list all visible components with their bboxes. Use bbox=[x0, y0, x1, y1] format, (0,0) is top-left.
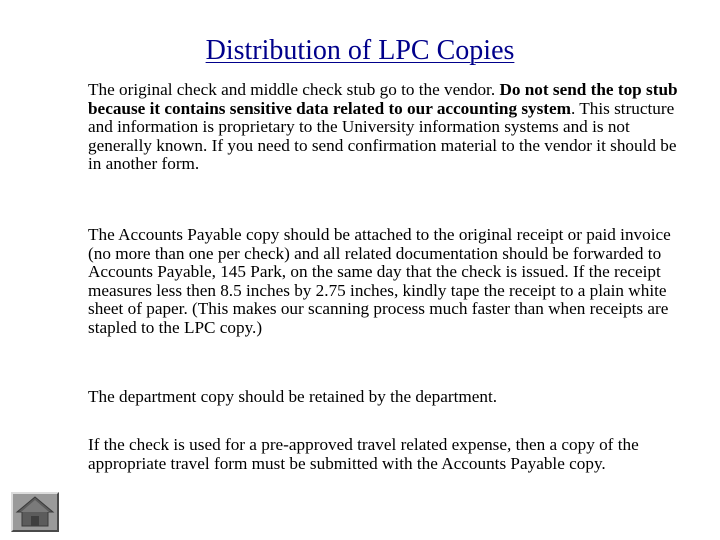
paragraph-department-copy: The department copy should be retained by the department. bbox=[88, 387, 498, 406]
home-button[interactable] bbox=[11, 492, 59, 532]
slide-title: Distribution of LPC Copies bbox=[205, 35, 515, 66]
paragraph-text: . This structure and information is proprietary to the University information systems and is not generally known. If you need to send confirmation material to the vendor it should be in another form. bbox=[88, 98, 677, 174]
warning-bold-text: Do not send the top stub because it contains sensitive data related to our accounting system bbox=[88, 80, 678, 118]
paragraph-travel-expense: If the check is used for a pre-approved travel related expense, then a copy of the appropriate travel form must be submitted with the Accounts Payable copy. bbox=[88, 435, 639, 473]
home-icon bbox=[13, 494, 57, 530]
paragraph-accounts-payable: The Accounts Payable copy should be attached to the original receipt or paid invoice (no more than one per check) and all related documentation should be forwarded to Accounts Payable, 145 Park, on the same day that the check is issued. If the receipt measures less then 8.5 inches by 2.75 inches, kindly tape the receipt to a plain white sheet of paper. (This makes our scanning process much faster than when receipts are stapled to the LPC copy.) bbox=[88, 225, 671, 337]
paragraph-text: The original check and middle check stub go to the vendor. bbox=[88, 80, 500, 99]
paragraph-vendor-distribution bbox=[88, 81, 678, 174]
